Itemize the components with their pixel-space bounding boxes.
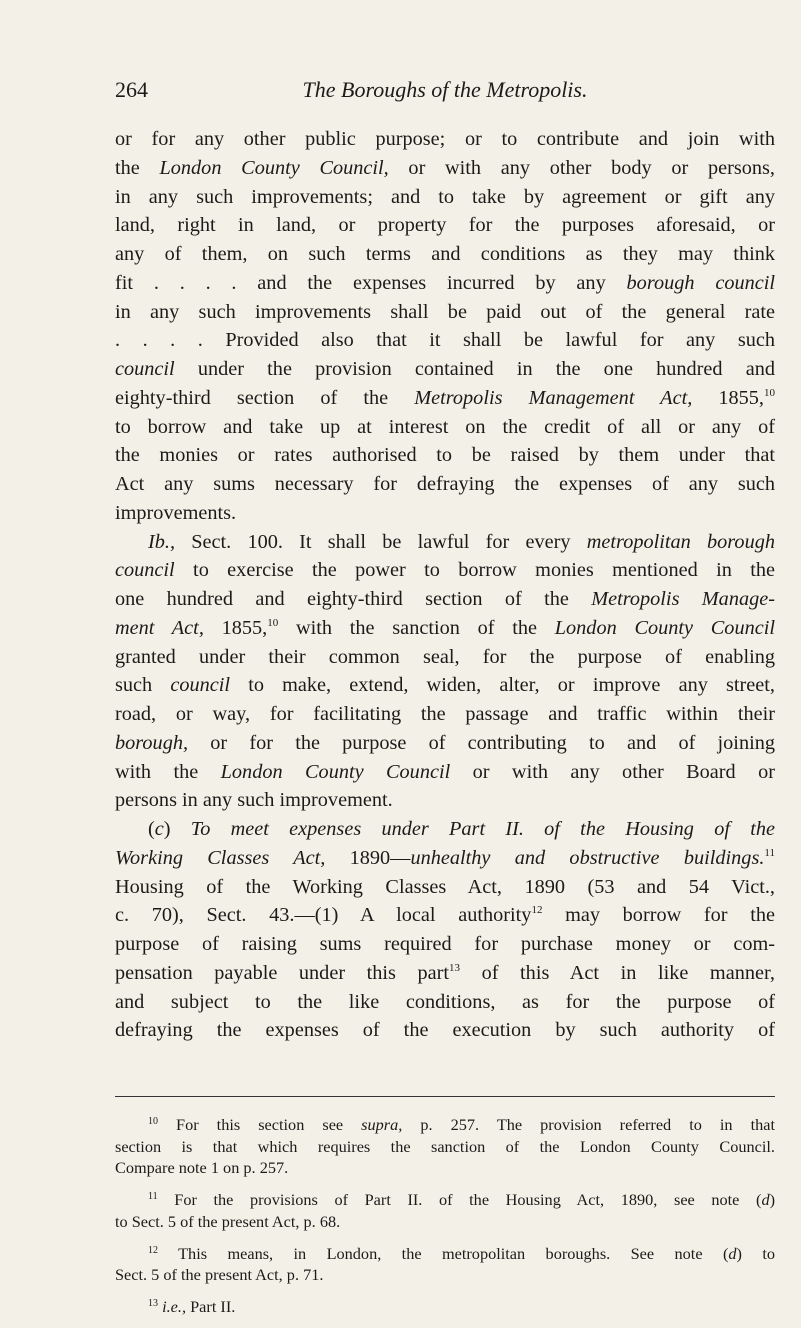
text-line: in any such improvements shall be paid out of the general rate	[115, 300, 775, 323]
footnote-line: Compare note 1 on p. 257.	[115, 1158, 289, 1178]
footnote-ref: 11	[764, 846, 775, 859]
footnote-number: 10	[148, 1116, 158, 1127]
text-line: council under the provision contained in the one hundred and	[115, 358, 775, 380]
footnotes	[115, 1114, 775, 1328]
text-line: Act any sums necessary for defraying the expenses of any such	[115, 473, 775, 495]
footnote-ref: 10	[267, 616, 279, 629]
text-line: Housing of the Working Classes Act, 1890 (53 and 54 Vict.,	[115, 875, 775, 898]
text-line: granted under their common seal, for the purpose of enabling	[115, 645, 775, 668]
footnote-ref: 10	[764, 386, 776, 399]
text-line: defraying the expenses of the execution by such authority of	[115, 1019, 775, 1042]
footnote-12	[115, 1243, 775, 1286]
running-title: The Boroughs of the Metropolis.	[302, 77, 588, 102]
text-line: and subject to the like conditions, as for the purpose of	[115, 990, 775, 1013]
footnote-number: 12	[148, 1244, 158, 1256]
text-line: road, or way, for facilitating the passage and traffic within their	[115, 703, 775, 725]
text-line: ment Act, 1855,10 with the sanction of the London County Council	[115, 616, 776, 639]
footnote-11	[115, 1189, 775, 1232]
footnote-ref: 13	[449, 961, 461, 974]
footnote-number: 11	[148, 1191, 158, 1203]
section-heading: Working Classes Act, 1890—unhealthy and obstructive buildings.$^{11}$	[115, 846, 775, 869]
text-line: in any such improvements; and to take by agreement or gift any	[115, 185, 775, 208]
text-line: Ib., Sect. 100. It shall be lawful for every metropolitan borough	[148, 530, 775, 553]
text-line: the London County Council, or with any other body or persons,	[115, 156, 775, 179]
text-line: eighty-third section of the Metropolis Management Act, 1855,10	[115, 386, 776, 409]
footnote-line: $^{11}$ For the provisions of Part II. of the Housing Act, 1890, see note (d)	[148, 1190, 776, 1210]
footnote-line: $^{13}$ i.e., Part II.	[148, 1296, 236, 1316]
text-line: land, right in land, or property for the purposes aforesaid, or	[115, 214, 775, 237]
footnote-10	[115, 1114, 775, 1179]
footnote-number: 13	[148, 1297, 158, 1309]
page-number: 264	[115, 77, 148, 102]
footnote-line: $^{10}$ For this section see supra, p. 257. The provision referred to in that	[148, 1115, 775, 1134]
footnote-line: section is that which requires the sanction of the London County Council.	[115, 1136, 775, 1156]
section-heading: (c) To meet expenses under Part II. of the Housing of the	[148, 818, 775, 840]
text-line: with the London County Council or with any other Board or	[115, 760, 775, 783]
text-line: fit . . . . and the expenses incurred by any borough council	[115, 271, 776, 294]
text-line: pensation payable under this part$^{13}$ of this Act in like manner,	[115, 961, 775, 984]
text-line: one hundred and eighty-third section of the Metropolis Manage-	[115, 588, 775, 610]
text-line: persons in any such improvement.	[115, 789, 393, 812]
footnote-ref: 12	[531, 904, 543, 917]
text-line: . . . . Provided also that it shall be lawful for any such	[115, 329, 775, 352]
footnote-line: $^{12}$ This means, in London, the metropolitan boroughs. See note (d) to	[148, 1243, 776, 1263]
footnote-13	[115, 1296, 775, 1318]
page-header	[115, 77, 775, 111]
text-line: any of them, on such terms and conditions as they may think	[115, 243, 775, 265]
text-line: the monies or rates authorised to be raised by them under that	[115, 444, 775, 467]
body-text	[115, 125, 775, 1045]
footnote-line: Sect. 5 of the present Act, p. 71.	[115, 1265, 324, 1285]
text-line: c. 70), Sect. 43.—(1) A local authority$^{12}$ may borrow for the	[115, 904, 775, 927]
text-line: council to exercise the power to borrow monies mentioned in the	[115, 559, 775, 582]
text-line: purpose of raising sums required for purchase money or com-	[115, 933, 775, 955]
text-line: such council to make, extend, widen, alter, or improve any street,	[115, 674, 775, 697]
footnote-divider	[115, 1096, 775, 1097]
footnote-line: to Sect. 5 of the present Act, p. 68.	[115, 1211, 341, 1231]
text-line: or for any other public purpose; or to contribute and join with	[115, 128, 775, 150]
text-line: to borrow and take up at interest on the credit of all or any of	[115, 415, 775, 438]
text-line: borough, or for the purpose of contributing to and of joining	[115, 731, 775, 754]
text-line: improvements.	[115, 501, 237, 524]
